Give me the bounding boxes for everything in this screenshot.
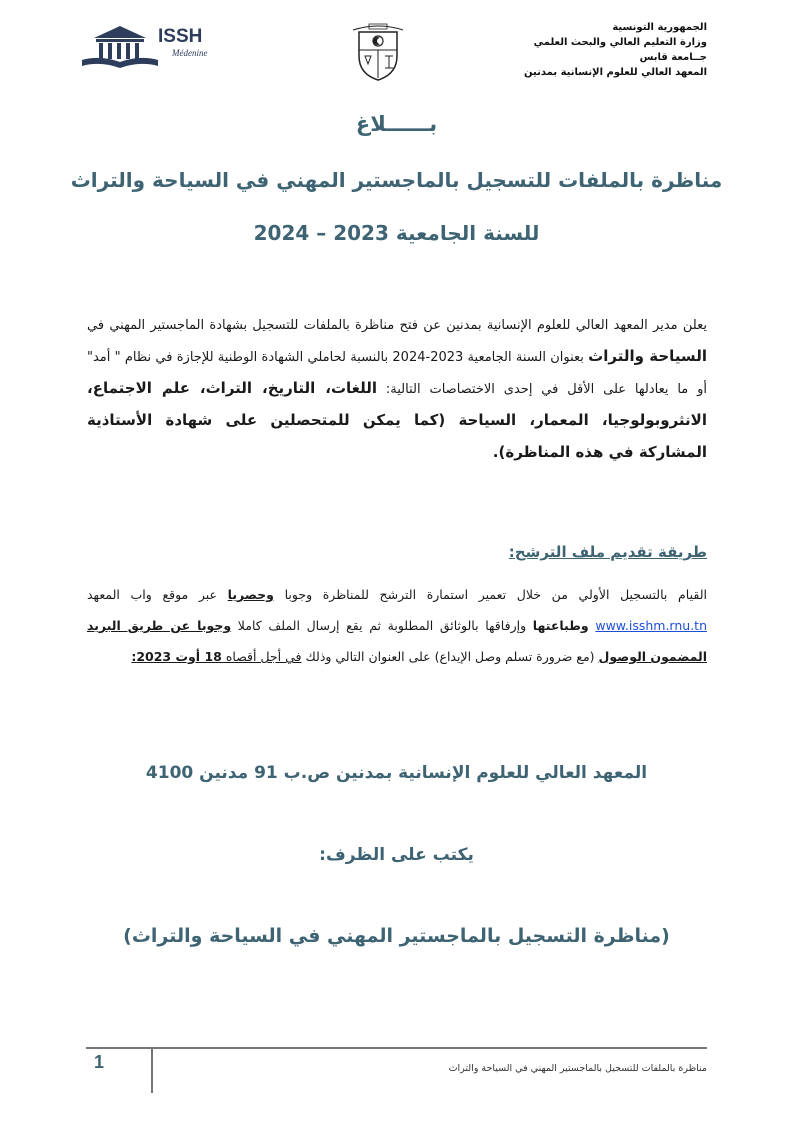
issh-logo (80, 22, 220, 72)
proc-text-1: القيام بالتسجيل الأولي من خلال تعمير استمارة الترشح للمناظرة وجوبا (273, 587, 707, 602)
proc-bold-printing: وطباعتها (532, 618, 589, 633)
header-line-university: جــامعة قابس (639, 52, 707, 63)
header-line-institute: المعهد العالي للعلوم الإنسانية بمدنين (524, 67, 707, 78)
institution-header (524, 20, 707, 80)
logo-subtext: Médenine (172, 48, 208, 58)
footer-title: مناظرة بالملفات للتسجيل بالماجستير المهني في السياحة والتراث (448, 1063, 707, 1074)
proc-text-5: (مع ضرورة تسلم وصل الإيداع) على العنوان التالي وذلك (301, 649, 599, 664)
logo-text: ISSH (158, 26, 203, 47)
intro-bold-specialty: السياحة والتراث (588, 347, 707, 365)
procedure-heading: طريقة تقديم ملف الترشح: (508, 543, 707, 561)
intro-text-1: يعلن مدير المعهد العالي للعلوم الإنسانية بمدنين عن فتح مناظرة بالملفات للتسجيل بشهادة الماجستير المهني في (87, 318, 707, 333)
envelope-text: (مناظرة التسجيل بالماجستير المهني في السياحة والتراث) (123, 925, 670, 947)
intro-text-2: بعنوان السنة الجامعية 2023-2024 بالنسبة لحاملي الشهادة الوطنية للإجازة في نظام " أمد" أو ما يعادلها على الأقل في إحدى الاختصاصات التالية: (87, 350, 707, 397)
envelope-label: يكتب على الظرف: (319, 845, 474, 865)
tunisia-coat-of-arms-icon (349, 22, 407, 84)
header-line-republic: الجمهورية التونسية (612, 22, 707, 33)
footer-vertical-divider (151, 1049, 153, 1093)
institute-website-link[interactable]: www.isshm.rnu.tn (595, 618, 707, 633)
proc-deadline-date: 18 أوت 2023: (131, 649, 222, 664)
proc-underline-registered-mail: وجوبا عن طريق البريد المضمون الوصول (87, 618, 707, 664)
competition-title: مناظرة بالملفات للتسجيل بالماجستير المهني في السياحة والتراث (70, 168, 723, 192)
academic-year-title: للسنة الجامعية 2023 – 2024 (253, 221, 540, 245)
mailing-address: المعهد العالي للعلوم الإنسانية بمدنين ص.ب 91 مدنين 4100 (145, 763, 648, 783)
header-line-ministry: وزارة التعليم العالي والبحث العلمي (533, 37, 707, 48)
page-number: 1 (94, 1052, 105, 1072)
announcement-title: بــــــلاغ (355, 112, 438, 136)
proc-text-4: وإرفاقها بالوثائق المطلوبة ثم يقع إرسال الملف كاملا (231, 618, 533, 633)
footer-divider (86, 1047, 707, 1049)
proc-text-6: في أجل أقصاه (221, 649, 302, 664)
proc-text-2: عبر موقع واب المعهد (87, 587, 228, 602)
procedure-paragraph (87, 579, 707, 672)
proc-underline-exclusively: وحصريا (227, 587, 274, 602)
intro-bold-fields: اللغات، التاريخ، التراث، علم الاجتماع، الانثروبولوجيا، المعمار، السياحة (كما يمكن للمتحصلين على شهادة الأستاذية المشاركة في هذه المناظرة). (87, 379, 707, 461)
intro-paragraph (87, 310, 707, 469)
